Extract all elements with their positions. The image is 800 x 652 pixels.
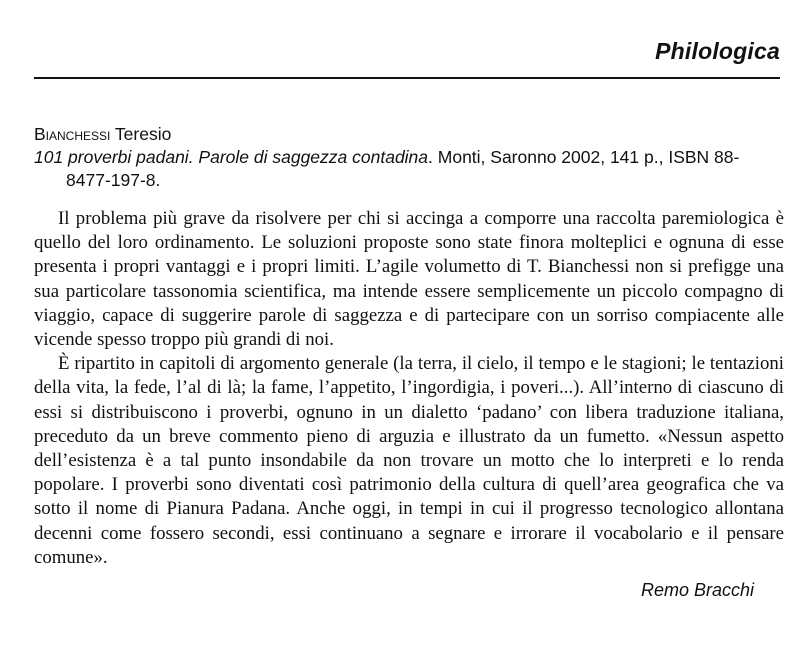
- review-body: [34, 207, 784, 570]
- bibliographic-entry: [34, 123, 782, 192]
- author-line: [34, 123, 782, 146]
- journal-title: Philologica: [655, 38, 780, 64]
- review-paragraph: Il problema più grave da risolvere per chi si accinga a comporre una raccolta paremiologica è quello del loro ordinamento. Le soluzioni proposte sono state finora molteplici e ognuna di esse presenta i propri vantaggi e i propri limiti. L’agile volumetto di T. Bianchessi non si prefigge una sua particolare tassonomia scientifica, ma intende essere semplicemente un piccolo compagno di viaggio, capace di suggerire parole di saggezza e di partecipare con un sorriso compiacente alle vicende spesso troppo più grandi di noi.: [34, 208, 784, 351]
- publication-details: . Monti, Saronno 2002, 141 p., ISBN 88-8477-197-8.: [66, 147, 740, 190]
- author-surname: Bianchessi: [34, 124, 111, 144]
- author-firstname: Teresio: [114, 124, 172, 144]
- citation: [34, 146, 782, 192]
- header-rule: [34, 77, 780, 79]
- review-paragraph: È ripartito in capitoli di argomento generale (la terra, il cielo, il tempo e le stagioni; le tentazioni della vita, la fede, l’al di là; la fame, l’appetito, l’ingordigia, i poveri...). All’interno di ciascuno di essi si distribuiscono i proverbi, ognuno in un dialetto ‘padano’ con libera traduzione italiana, preceduto da un breve commento pieno di arguzia e illustrato da un fumetto. «Nessun aspetto dell’esistenza è a tal punto insondabile da non trovare un motto che lo interpreti e lo renda popolare. I proverbi sono diventati così patrimonio della cultura di quell’area geografica che va sotto il nome di Pianura Padana. Anche oggi, in tempi in cui il progresso tecnologico allontana decenni come fossero secondi, essi continuano a segnare e irrorare il vocabolario e il pensare comune».: [34, 353, 784, 568]
- reviewer-signature: Remo Bracchi: [640, 580, 754, 600]
- book-title: 101 proverbi padani. Parole di saggezza contadina: [34, 147, 429, 167]
